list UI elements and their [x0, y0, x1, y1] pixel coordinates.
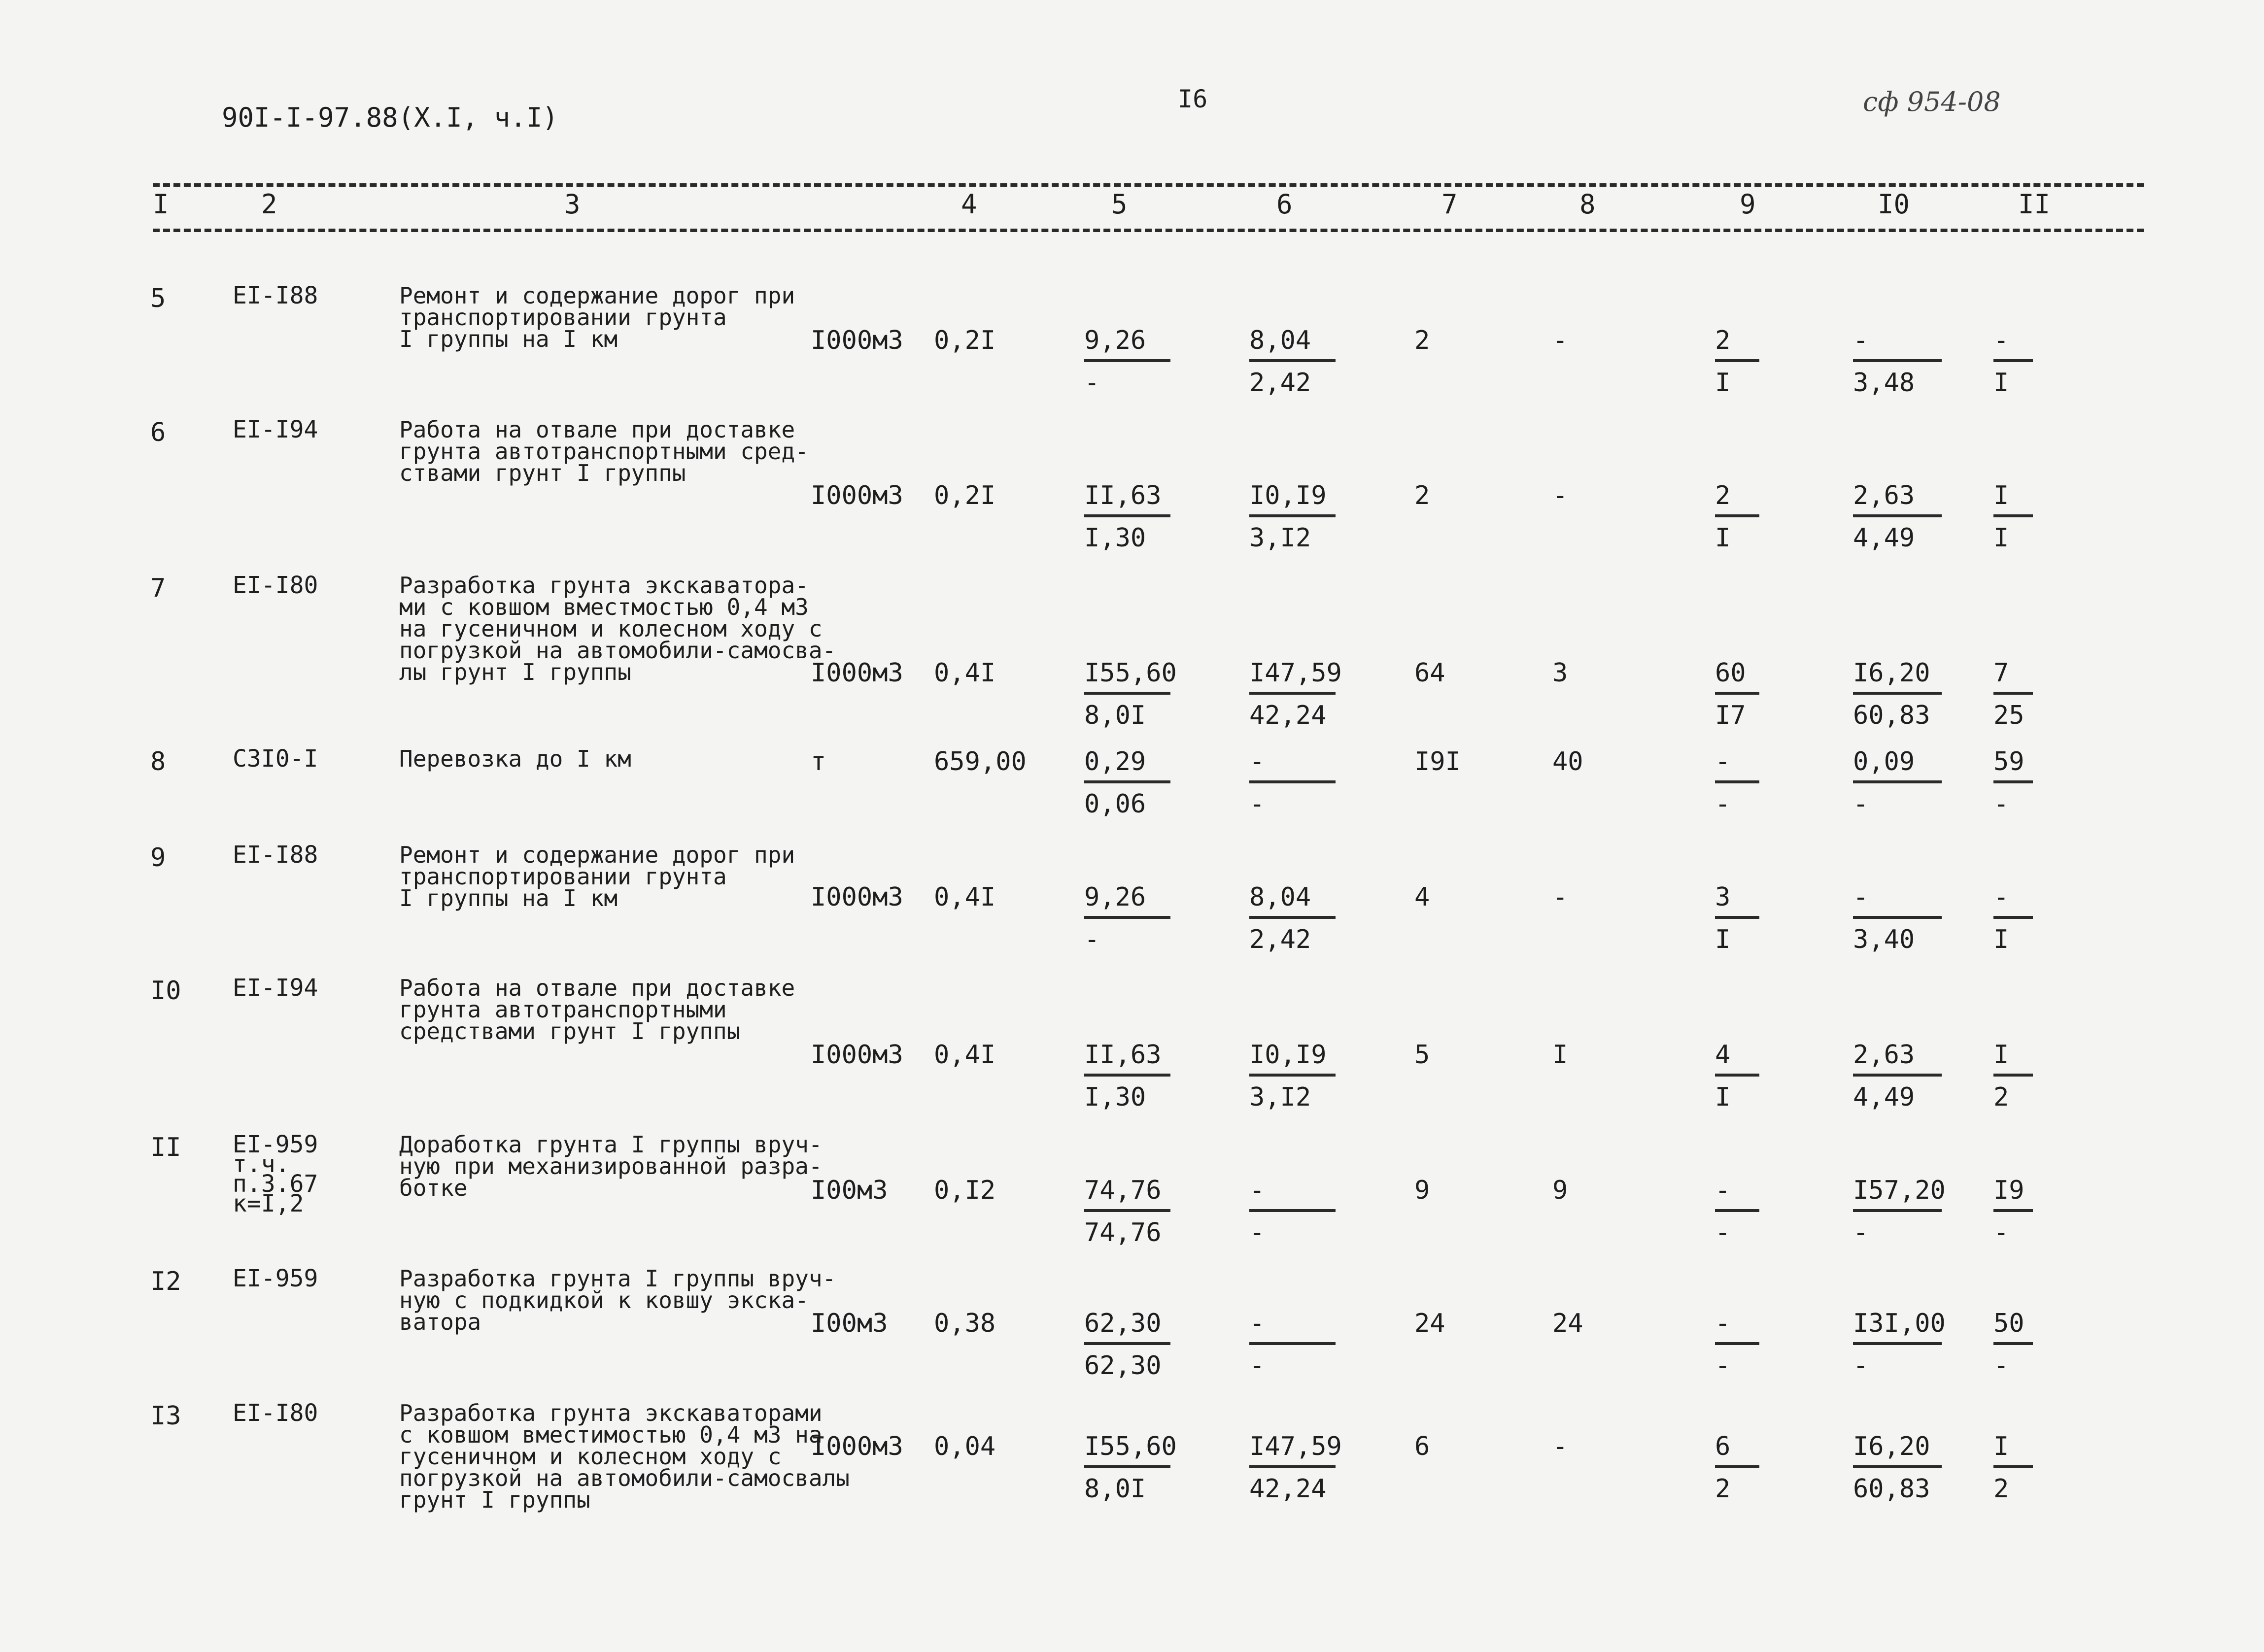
value-col-8: -	[1552, 1432, 1568, 1461]
fraction-c10-numerator: I57,20	[1853, 1176, 1946, 1205]
fraction-c10-denominator: 60,83	[1853, 701, 1930, 730]
norm-code: EI-I88	[233, 841, 318, 869]
column-header-9: 9	[1740, 189, 1756, 220]
fraction-c5-numerator: 74,76	[1084, 1176, 1162, 1205]
quantity: 0,4I	[934, 1040, 996, 1070]
norm-code: EI-I80	[233, 1399, 318, 1427]
column-header-2: 2	[261, 189, 277, 220]
fraction-c9-bar	[1715, 514, 1759, 517]
value-col-7: 2	[1414, 481, 1430, 510]
row-number: 9	[150, 843, 166, 873]
header-top-rule	[153, 183, 2144, 187]
unit-of-measure: I00м3	[811, 1176, 888, 1205]
fraction-c5-denominator: I,30	[1084, 523, 1146, 553]
row-number: II	[150, 1133, 181, 1162]
fraction-c10-denominator: -	[1853, 1218, 1869, 1247]
fraction-c9-denominator: 2	[1715, 1474, 1731, 1504]
fraction-c5-bar	[1084, 359, 1170, 362]
fraction-c9-bar	[1715, 1209, 1759, 1212]
fraction-c11-numerator: I9	[1993, 1176, 2024, 1205]
fraction-c6-numerator: I47,59	[1249, 1432, 1342, 1461]
fraction-c6-bar	[1249, 1342, 1336, 1345]
fraction-c11-denominator: 25	[1993, 701, 2024, 730]
fraction-c9-denominator: I	[1715, 523, 1731, 553]
value-col-8: -	[1552, 326, 1568, 355]
fraction-c11-numerator: 59	[1993, 747, 2024, 776]
fraction-c5-numerator: 62,30	[1084, 1309, 1162, 1338]
row-number: I0	[150, 976, 181, 1006]
value-col-7: 9	[1414, 1176, 1430, 1205]
work-description: Работа на отвале при доставке грунта автотранспортными средствами грунт I группы	[399, 975, 795, 1045]
unit-of-measure: I00м3	[811, 1309, 888, 1338]
column-header-6: 6	[1276, 189, 1293, 220]
fraction-c6-denominator: 42,24	[1249, 701, 1327, 730]
fraction-c11-numerator: I	[1993, 1040, 2009, 1070]
norm-code: EI-I94	[233, 416, 318, 443]
fraction-c5-denominator: 8,0I	[1084, 1474, 1146, 1504]
fraction-c5-numerator: 9,26	[1084, 882, 1146, 912]
fraction-c9-denominator: -	[1715, 1218, 1731, 1247]
value-col-7: I9I	[1414, 747, 1461, 776]
unit-of-measure: I000м3	[811, 481, 903, 510]
fraction-c6-denominator: 3,I2	[1249, 1082, 1311, 1112]
fraction-c5-bar	[1084, 780, 1170, 783]
fraction-c9-bar	[1715, 916, 1759, 919]
quantity: 659,00	[934, 747, 1027, 776]
fraction-c6-bar	[1249, 1074, 1336, 1077]
fraction-c6-denominator: -	[1249, 1218, 1265, 1247]
fraction-c5-bar	[1084, 1209, 1170, 1212]
fraction-c5-numerator: I55,60	[1084, 1432, 1177, 1461]
fraction-c5-denominator: -	[1084, 368, 1100, 398]
fraction-c5-bar	[1084, 1342, 1170, 1345]
fraction-c6-bar	[1249, 359, 1336, 362]
fraction-c10-numerator: 2,63	[1853, 481, 1915, 510]
fraction-c9-bar	[1715, 1465, 1759, 1468]
fraction-c10-bar	[1853, 514, 1942, 517]
fraction-c11-bar	[1993, 1074, 2033, 1077]
unit-of-measure: т	[811, 747, 826, 776]
value-col-8: 40	[1552, 747, 1583, 776]
document-code: 90I-I-97.88(X.I, ч.I)	[222, 102, 558, 133]
row-number: 5	[150, 284, 166, 313]
fraction-c6-numerator: -	[1249, 1176, 1265, 1205]
fraction-c11-bar	[1993, 780, 2033, 783]
fraction-c6-numerator: -	[1249, 747, 1265, 776]
fraction-c6-bar	[1249, 780, 1336, 783]
fraction-c11-bar	[1993, 1342, 2033, 1345]
fraction-c11-numerator: 7	[1993, 658, 2009, 688]
fraction-c9-denominator: I	[1715, 368, 1731, 398]
fraction-c9-bar	[1715, 692, 1759, 695]
fraction-c6-denominator: -	[1249, 1351, 1265, 1381]
quantity: 0,4I	[934, 658, 996, 688]
fraction-c11-bar	[1993, 514, 2033, 517]
column-header-5: 5	[1111, 189, 1128, 220]
document-cipher: сф 954-08	[1863, 86, 2001, 117]
fraction-c10-numerator: I6,20	[1853, 658, 1930, 688]
value-col-7: 64	[1414, 658, 1445, 688]
fraction-c5-bar	[1084, 514, 1170, 517]
work-description: Работа на отвале при доставке грунта автотранспортными сред- ствами грунт I группы	[399, 416, 809, 486]
fraction-c9-numerator: 60	[1715, 658, 1746, 688]
fraction-c10-bar	[1853, 780, 1942, 783]
fraction-c5-numerator: 9,26	[1084, 326, 1146, 355]
row-number: I2	[150, 1267, 181, 1296]
fraction-c10-numerator: -	[1853, 326, 1869, 355]
work-description: Ремонт и содержание дорог при транспортировании грунта I группы на I км	[399, 282, 795, 352]
fraction-c6-numerator: 8,04	[1249, 882, 1311, 912]
fraction-c9-numerator: 3	[1715, 882, 1731, 912]
value-col-7: 5	[1414, 1040, 1430, 1070]
fraction-c10-numerator: 0,09	[1853, 747, 1915, 776]
fraction-c6-bar	[1249, 514, 1336, 517]
quantity: 0,4I	[934, 882, 996, 912]
column-header-4: 4	[961, 189, 977, 220]
fraction-c6-numerator: I47,59	[1249, 658, 1342, 688]
fraction-c6-denominator: -	[1249, 789, 1265, 819]
fraction-c11-denominator: 2	[1993, 1474, 2009, 1504]
norm-code: EI-959 т.ч. п.3.67 к=I,2	[233, 1131, 318, 1217]
work-description: Перевозка до I км	[399, 745, 631, 772]
fraction-c9-numerator: 2	[1715, 326, 1731, 355]
value-col-8: -	[1552, 882, 1568, 912]
unit-of-measure: I000м3	[811, 658, 903, 688]
quantity: 0,04	[934, 1432, 996, 1461]
fraction-c11-numerator: -	[1993, 882, 2009, 912]
fraction-c11-denominator: I	[1993, 368, 2009, 398]
column-header-7: 7	[1441, 189, 1458, 220]
fraction-c9-numerator: 2	[1715, 481, 1731, 510]
fraction-c5-numerator: 0,29	[1084, 747, 1146, 776]
fraction-c5-bar	[1084, 1074, 1170, 1077]
fraction-c10-numerator: I6,20	[1853, 1432, 1930, 1461]
fraction-c11-numerator: -	[1993, 326, 2009, 355]
work-description: Разработка грунта экскаваторами с ковшом вместимостью 0,4 м3 на гусеничном и колесном ходу с погрузкой на автомобили-самосвалы грунт I группы	[399, 1400, 850, 1513]
fraction-c10-bar	[1853, 692, 1942, 695]
fraction-c9-numerator: 6	[1715, 1432, 1731, 1461]
row-number: 7	[150, 573, 166, 603]
unit-of-measure: I000м3	[811, 326, 903, 355]
fraction-c5-bar	[1084, 1465, 1170, 1468]
fraction-c6-denominator: 42,24	[1249, 1474, 1327, 1504]
fraction-c10-bar	[1853, 1342, 1942, 1345]
fraction-c11-bar	[1993, 1465, 2033, 1468]
work-description: Разработка грунта I группы вруч- ную с подкидкой к ковшу экска- ватора	[399, 1265, 836, 1335]
row-number: 8	[150, 747, 166, 776]
fraction-c6-denominator: 2,42	[1249, 925, 1311, 954]
fraction-c11-numerator: I	[1993, 481, 2009, 510]
norm-code: С3I0-I	[233, 745, 318, 773]
fraction-c10-denominator: 60,83	[1853, 1474, 1930, 1504]
fraction-c9-bar	[1715, 1074, 1759, 1077]
value-col-7: 2	[1414, 326, 1430, 355]
fraction-c10-numerator: -	[1853, 882, 1869, 912]
row-number: I3	[150, 1401, 181, 1431]
fraction-c6-numerator: -	[1249, 1309, 1265, 1338]
fraction-c10-bar	[1853, 359, 1942, 362]
value-col-7: 24	[1414, 1309, 1445, 1338]
fraction-c9-numerator: -	[1715, 747, 1731, 776]
norm-code: EI-959	[233, 1265, 318, 1292]
fraction-c9-numerator: 4	[1715, 1040, 1731, 1070]
fraction-c5-numerator: II,63	[1084, 1040, 1162, 1070]
fraction-c9-denominator: -	[1715, 789, 1731, 819]
header-bottom-rule	[153, 229, 2144, 232]
fraction-c5-denominator: 74,76	[1084, 1218, 1162, 1247]
fraction-c11-denominator: 2	[1993, 1082, 2009, 1112]
fraction-c5-bar	[1084, 916, 1170, 919]
fraction-c11-bar	[1993, 1209, 2033, 1212]
page-number: I6	[1178, 85, 1208, 113]
value-col-8: 24	[1552, 1309, 1583, 1338]
row-number: 6	[150, 418, 166, 447]
column-header-1: I	[153, 189, 169, 220]
fraction-c10-denominator: 3,40	[1853, 925, 1915, 954]
fraction-c10-denominator: 3,48	[1853, 368, 1915, 398]
fraction-c9-denominator: I	[1715, 1082, 1731, 1112]
fraction-c5-bar	[1084, 692, 1170, 695]
fraction-c10-numerator: 2,63	[1853, 1040, 1915, 1070]
quantity: 0,2I	[934, 481, 996, 510]
fraction-c9-numerator: -	[1715, 1309, 1731, 1338]
fraction-c11-denominator: -	[1993, 1351, 2009, 1381]
fraction-c9-bar	[1715, 1342, 1759, 1345]
fraction-c10-denominator: -	[1853, 789, 1869, 819]
fraction-c9-numerator: -	[1715, 1176, 1731, 1205]
column-header-10: I0	[1878, 189, 1910, 220]
fraction-c9-bar	[1715, 780, 1759, 783]
fraction-c9-denominator: I7	[1715, 701, 1746, 730]
column-header-8: 8	[1579, 189, 1596, 220]
fraction-c11-denominator: -	[1993, 789, 2009, 819]
norm-code: EI-I88	[233, 282, 318, 309]
fraction-c10-numerator: I3I,00	[1853, 1309, 1946, 1338]
work-description: Доработка грунта I группы вруч- ную при механизированной разра- ботке	[399, 1131, 823, 1201]
fraction-c5-denominator: 0,06	[1084, 789, 1146, 819]
fraction-c6-bar	[1249, 692, 1336, 695]
work-description: Ремонт и содержание дорог при транспортировании грунта I группы на I км	[399, 842, 795, 911]
fraction-c11-denominator: -	[1993, 1218, 2009, 1247]
fraction-c9-denominator: -	[1715, 1351, 1731, 1381]
norm-code: EI-I80	[233, 572, 318, 599]
value-col-8: 9	[1552, 1176, 1568, 1205]
fraction-c10-denominator: 4,49	[1853, 523, 1915, 553]
fraction-c10-denominator: 4,49	[1853, 1082, 1915, 1112]
fraction-c5-denominator: 8,0I	[1084, 701, 1146, 730]
fraction-c5-denominator: -	[1084, 925, 1100, 954]
fraction-c10-bar	[1853, 916, 1942, 919]
fraction-c5-denominator: I,30	[1084, 1082, 1146, 1112]
fraction-c5-numerator: I55,60	[1084, 658, 1177, 688]
fraction-c11-numerator: 50	[1993, 1309, 2024, 1338]
fraction-c11-denominator: I	[1993, 523, 2009, 553]
fraction-c6-denominator: 2,42	[1249, 368, 1311, 398]
unit-of-measure: I000м3	[811, 882, 903, 912]
fraction-c6-bar	[1249, 1465, 1336, 1468]
fraction-c5-denominator: 62,30	[1084, 1351, 1162, 1381]
fraction-c6-bar	[1249, 1209, 1336, 1212]
fraction-c6-numerator: 8,04	[1249, 326, 1311, 355]
unit-of-measure: I000м3	[811, 1040, 903, 1070]
value-col-8: I	[1552, 1040, 1568, 1070]
value-col-8: -	[1552, 481, 1568, 510]
unit-of-measure: I000м3	[811, 1432, 903, 1461]
work-description: Разработка грунта экскаватора- ми с ковшом вместмостью 0,4 м3 на гусеничном и колесном ходу с погрузкой на автомобили-самосва- лы грунт I группы	[399, 572, 836, 685]
fraction-c9-denominator: I	[1715, 925, 1731, 954]
fraction-c6-denominator: 3,I2	[1249, 523, 1311, 553]
fraction-c10-bar	[1853, 1074, 1942, 1077]
fraction-c6-numerator: I0,I9	[1249, 1040, 1327, 1070]
fraction-c10-denominator: -	[1853, 1351, 1869, 1381]
quantity: 0,2I	[934, 326, 996, 355]
value-col-7: 4	[1414, 882, 1430, 912]
fraction-c10-bar	[1853, 1209, 1942, 1212]
quantity: 0,I2	[934, 1176, 996, 1205]
fraction-c11-denominator: I	[1993, 925, 2009, 954]
quantity: 0,38	[934, 1309, 996, 1338]
column-header-11: II	[2018, 189, 2051, 220]
column-header-3: 3	[564, 189, 581, 220]
fraction-c6-bar	[1249, 916, 1336, 919]
value-col-8: 3	[1552, 658, 1568, 688]
fraction-c11-bar	[1993, 359, 2033, 362]
norm-code: EI-I94	[233, 974, 318, 1002]
fraction-c11-bar	[1993, 916, 2033, 919]
fraction-c10-bar	[1853, 1465, 1942, 1468]
fraction-c9-bar	[1715, 359, 1759, 362]
fraction-c11-numerator: I	[1993, 1432, 2009, 1461]
fraction-c6-numerator: I0,I9	[1249, 481, 1327, 510]
fraction-c11-bar	[1993, 692, 2033, 695]
fraction-c5-numerator: II,63	[1084, 481, 1162, 510]
value-col-7: 6	[1414, 1432, 1430, 1461]
